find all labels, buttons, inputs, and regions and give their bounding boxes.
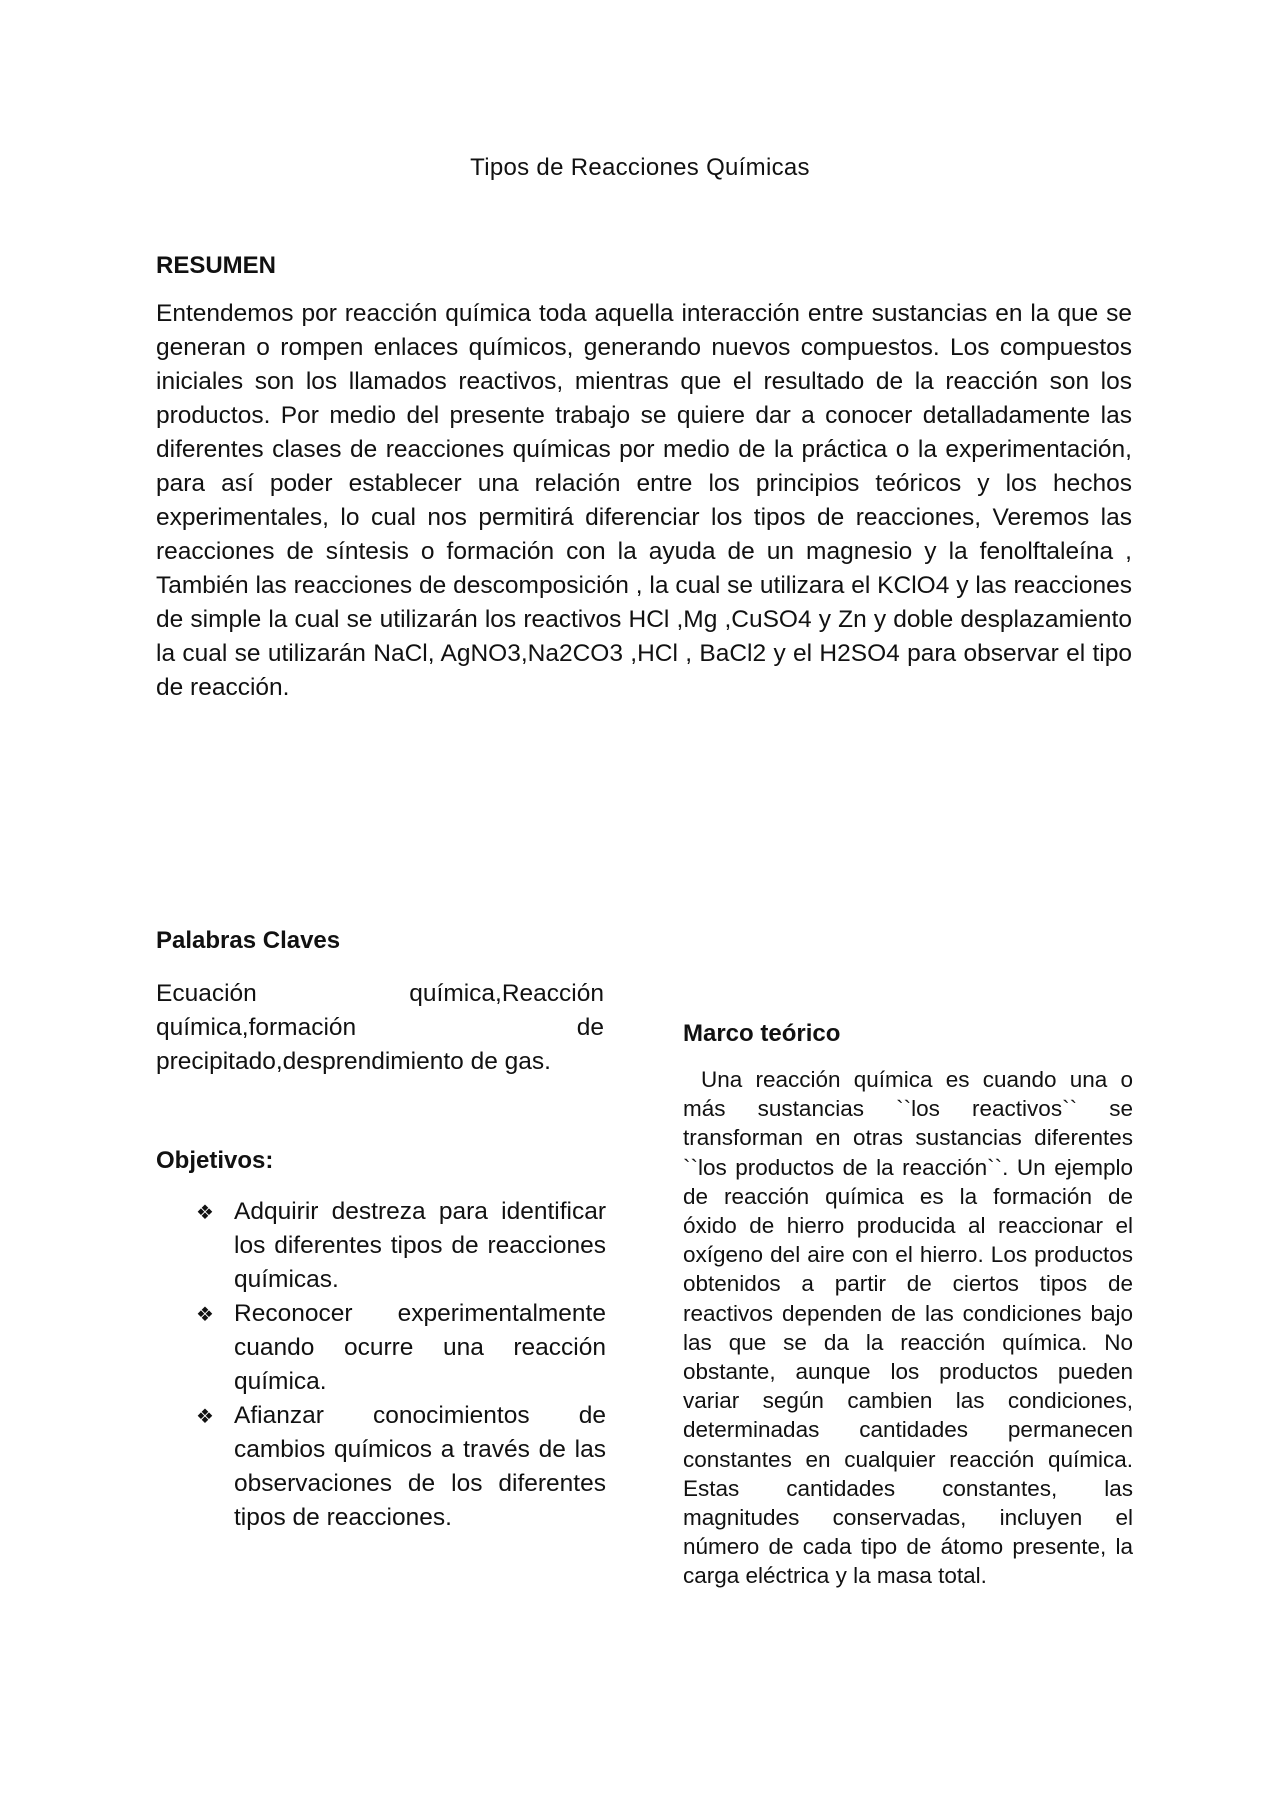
objetivo-item	[196, 1399, 606, 1535]
resumen-heading: RESUMEN	[156, 252, 277, 279]
marco-teorico-paragraph: Una reacción química es cuando una o más sustancias ``los reactivos`` se transforman en otras sustancias diferentes ``los productos de la reacción``. Un ejemplo de reacción química es la formación de óxido de hierro producida al reaccionar el oxígeno del aire con el hierro. Los productos obtenidos a partir de ciertos tipos de reactivos dependen de las condiciones bajo las que se da la reacción química. No obstante, aunque los productos pueden variar según cambien las condiciones, determinadas cantidades permanecen constantes en cualquier reacción química. Estas cantidades constantes, las magnitudes conservadas, incluyen el número de cada tipo de átomo presente, la carga eléctrica y la masa total.	[683, 1067, 1133, 1589]
palabras-claves-heading: Palabras Claves	[156, 927, 341, 954]
marco-teorico-heading: Marco teórico	[683, 1020, 841, 1047]
objetivo-text: Adquirir destreza para identificar los diferentes tipos de reacciones químicas.	[234, 1198, 606, 1293]
objetivo-text: Afianzar conocimientos de cambios químicos a través de las observaciones de los diferentes tipos de reacciones.	[234, 1402, 606, 1531]
palabras-claves-paragraph: Ecuación química,Reacción química,formación de precipitado,desprendimiento de gas.	[156, 980, 604, 1075]
document-title: Tipos de Reacciones Químicas	[470, 154, 810, 181]
objetivos-list	[196, 1195, 606, 1535]
diamond-bullet-icon: ❖	[196, 1200, 214, 1224]
diamond-bullet-icon: ❖	[196, 1302, 214, 1326]
diamond-bullet-icon: ❖	[196, 1404, 214, 1428]
objetivo-item	[196, 1195, 606, 1297]
objetivo-item	[196, 1297, 606, 1399]
resumen-paragraph: Entendemos por reacción química toda aquella interacción entre sustancias en la que se generan o rompen enlaces químicos, generando nuevos compuestos. Los compuestos iniciales son los llamados reactivos, mientras que el resultado de la reacción son los productos. Por medio del presente trabajo se quiere dar a conocer detalladamente las diferentes clases de reacciones químicas por medio de la práctica o la experimentación, para así poder establecer una relación entre los principios teóricos y los hechos experimentales, lo cual nos permitirá diferenciar los tipos de reacciones, Veremos las reacciones de síntesis o formación con la ayuda de un magnesio y la fenolftaleína , También las reacciones de descomposición , la cual se utilizara el KClO4 y las reacciones de simple la cual se utilizarán los reactivos HCl ,Mg ,CuSO4 y Zn y doble desplazamiento la cual se utilizarán NaCl, AgNO3,Na2CO3 ,HCl , BaCl2 y el H2SO4 para observar el tipo de reacción.	[156, 300, 1132, 701]
objetivo-text: Reconocer experimentalmente cuando ocurre una reacción química.	[234, 1300, 606, 1395]
objetivos-heading: Objetivos:	[156, 1147, 274, 1174]
